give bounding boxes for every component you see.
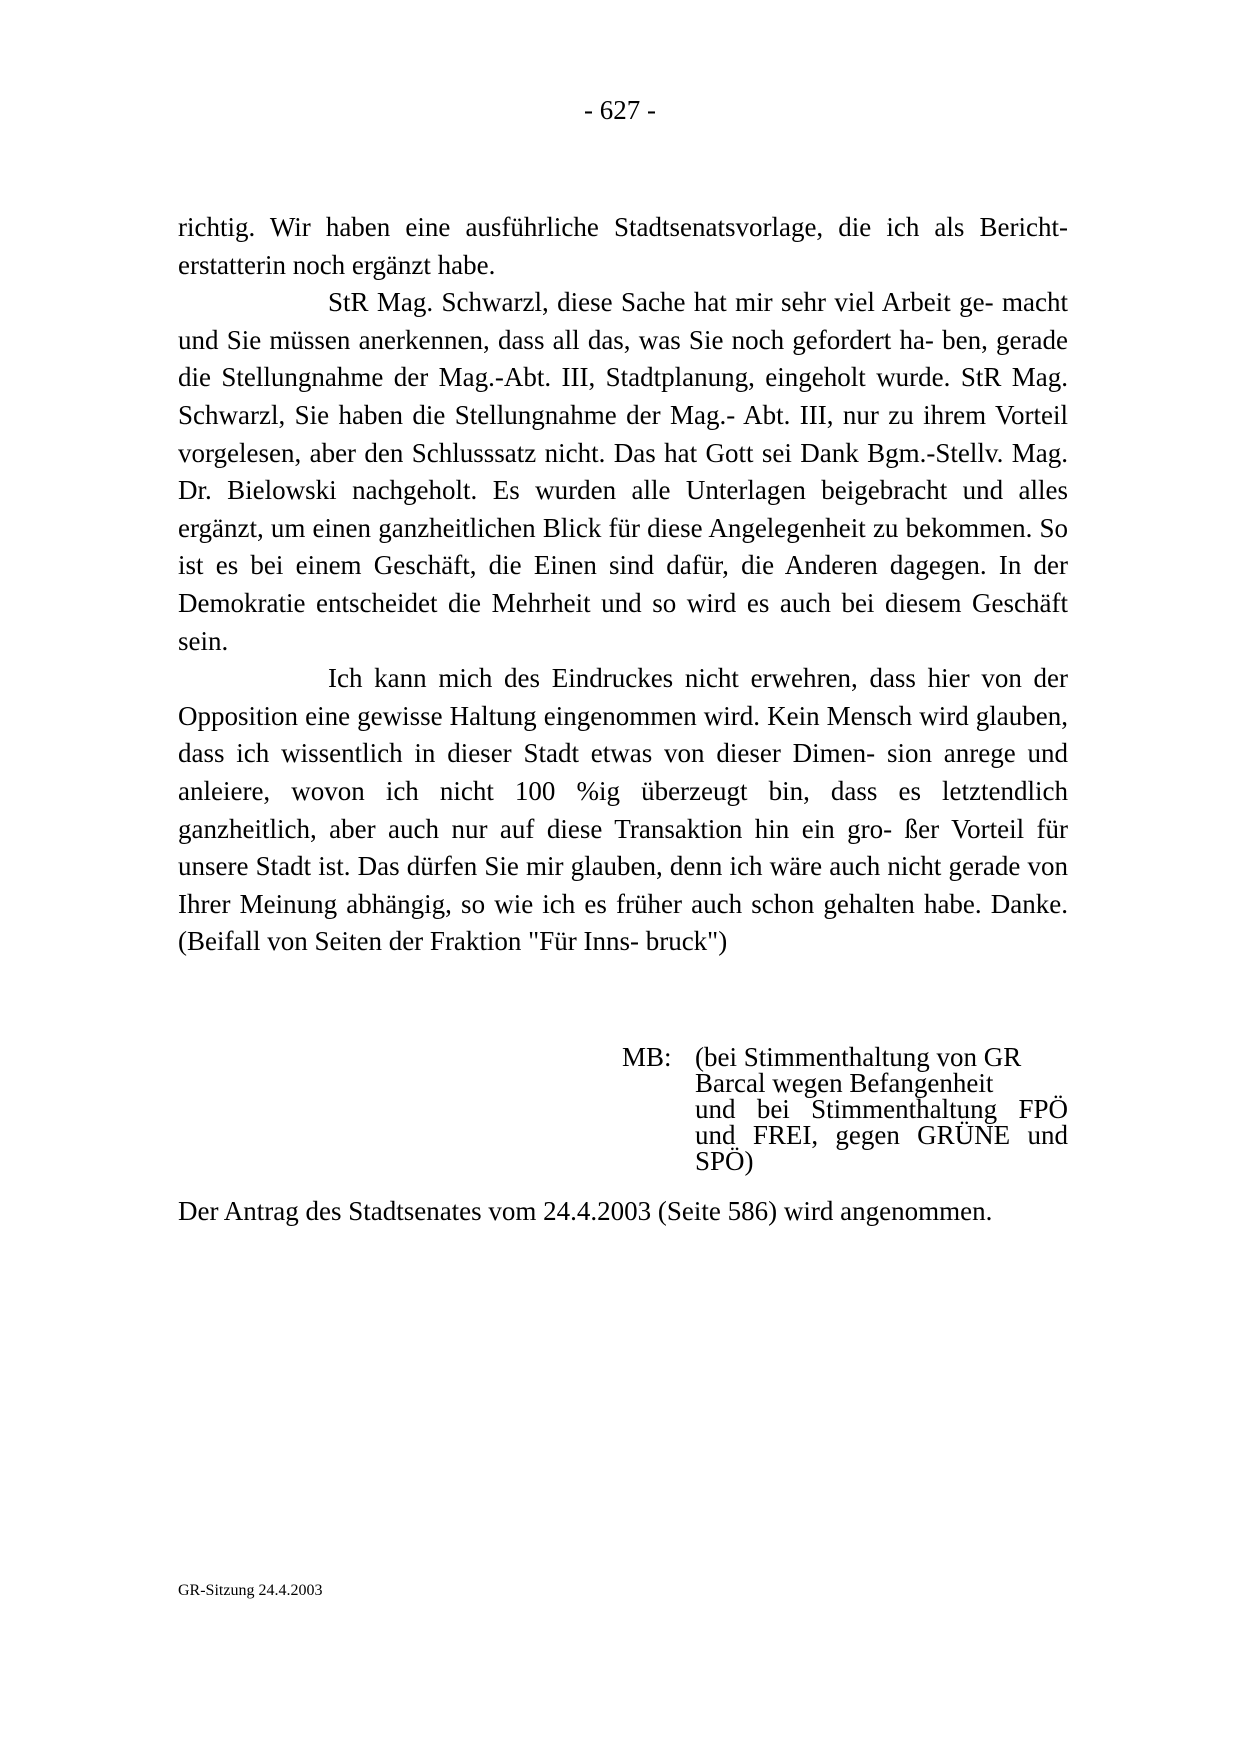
paragraph-1 [178,209,1068,284]
paragraph-2-line: die Mehrheit und so wird es auch bei diesem Geschäft sein. [178,587,1068,656]
vote-label: MB: [622,1042,672,1072]
paragraph-2-line: Abt. III, nur zu ihrem Vorteil vorgelesen, aber den Schlusssatz nicht. Das [178,399,1068,468]
paragraph-3-line: sion anrege und anleiere, wovon ich nicht 100 %ig überzeugt bin, dass es [178,738,1069,806]
paragraph-2-line: macht und Sie müssen anerkennen, dass all das, was Sie noch gefordert ha- [178,287,1068,355]
paragraph-3-line: ßer Vorteil für unsere Stadt ist. Das dürfen Sie mir glauben, denn ich wäre [178,813,1069,882]
vote-note-line: und FREI, gegen GRÜNE und [695,1120,1068,1150]
paragraph-2-line: die Einen sind dafür, die Anderen dagegen. In der Demokratie entscheidet [178,550,1068,618]
vote-note-line: und bei Stimmenthaltung FPÖ [695,1094,1068,1124]
decision-statement: Der Antrag des Stadtsenates vom 24.4.2003 (Seite 586) wird angenommen. [178,1196,993,1226]
paragraph-3-line: Ich kann mich des Eindruckes nicht erwehren, dass hier von [328,663,1022,694]
paragraph-3 [178,660,1068,961]
body-text [178,209,1068,961]
paragraph-2-line: StR Mag. Schwarzl, diese Sache hat mir sehr viel Arbeit ge- [328,287,994,318]
paragraph-1-line: richtig. Wir haben eine ausführliche Stadtsenatsvorlage, die ich als Bericht- [178,212,1068,242]
paragraph-3-line: wird glauben, dass ich wissentlich in dieser Stadt etwas von dieser Dimen- [178,700,1068,769]
vote-note-line: Barcal wegen Befangenheit [695,1068,994,1098]
paragraph-3-line: auch nicht gerade von Ihrer Meinung abhängig, so wie ich es früher auch [178,851,1069,919]
footer-session-date: GR-Sitzung 24.4.2003 [178,1582,323,1599]
page-number: - 627 - [584,95,656,125]
paragraph-3-line: der Opposition eine gewisse Haltung eingenommen wird. Kein Mensch [178,663,1069,731]
vote-note-line: (bei Stimmenthaltung von GR [695,1042,1022,1072]
paragraph-3-line: bruck") [645,926,728,957]
paragraph-2-line: hat Gott sei Dank Bgm.-Stellv. Mag. Dr. Bielowski nachgeholt. Es wurden [178,437,1068,506]
paragraph-2-line: alle Unterlagen beigebracht und alles ergänzt, um einen ganzheitlichen [178,475,1068,543]
paragraph-3-line: schon gehalten habe. Danke. (Beifall von Seiten der Fraktion "Für Inns- [178,888,1069,957]
vote-note [695,1044,1068,1174]
paragraph-2-line: ben, gerade die Stellungnahme der Mag.-Abt. III, Stadtplanung, eingeholt [178,324,1068,393]
vote-note-line: SPÖ) [695,1146,754,1176]
paragraph-3-line: letztendlich ganzheitlich, aber auch nur auf diese Transaktion hin ein gro- [178,775,1068,844]
paragraph-2-line: Blick für diese Angelegenheit zu bekommen. So ist es bei einem Geschäft, [178,512,1069,581]
paragraph-2 [178,284,1068,660]
paragraph-1-line: erstatterin noch ergänzt habe. [178,249,496,280]
paragraph-2-line: wurde. StR Mag. Schwarzl, Sie haben die Stellungnahme der Mag.- [178,362,1068,430]
